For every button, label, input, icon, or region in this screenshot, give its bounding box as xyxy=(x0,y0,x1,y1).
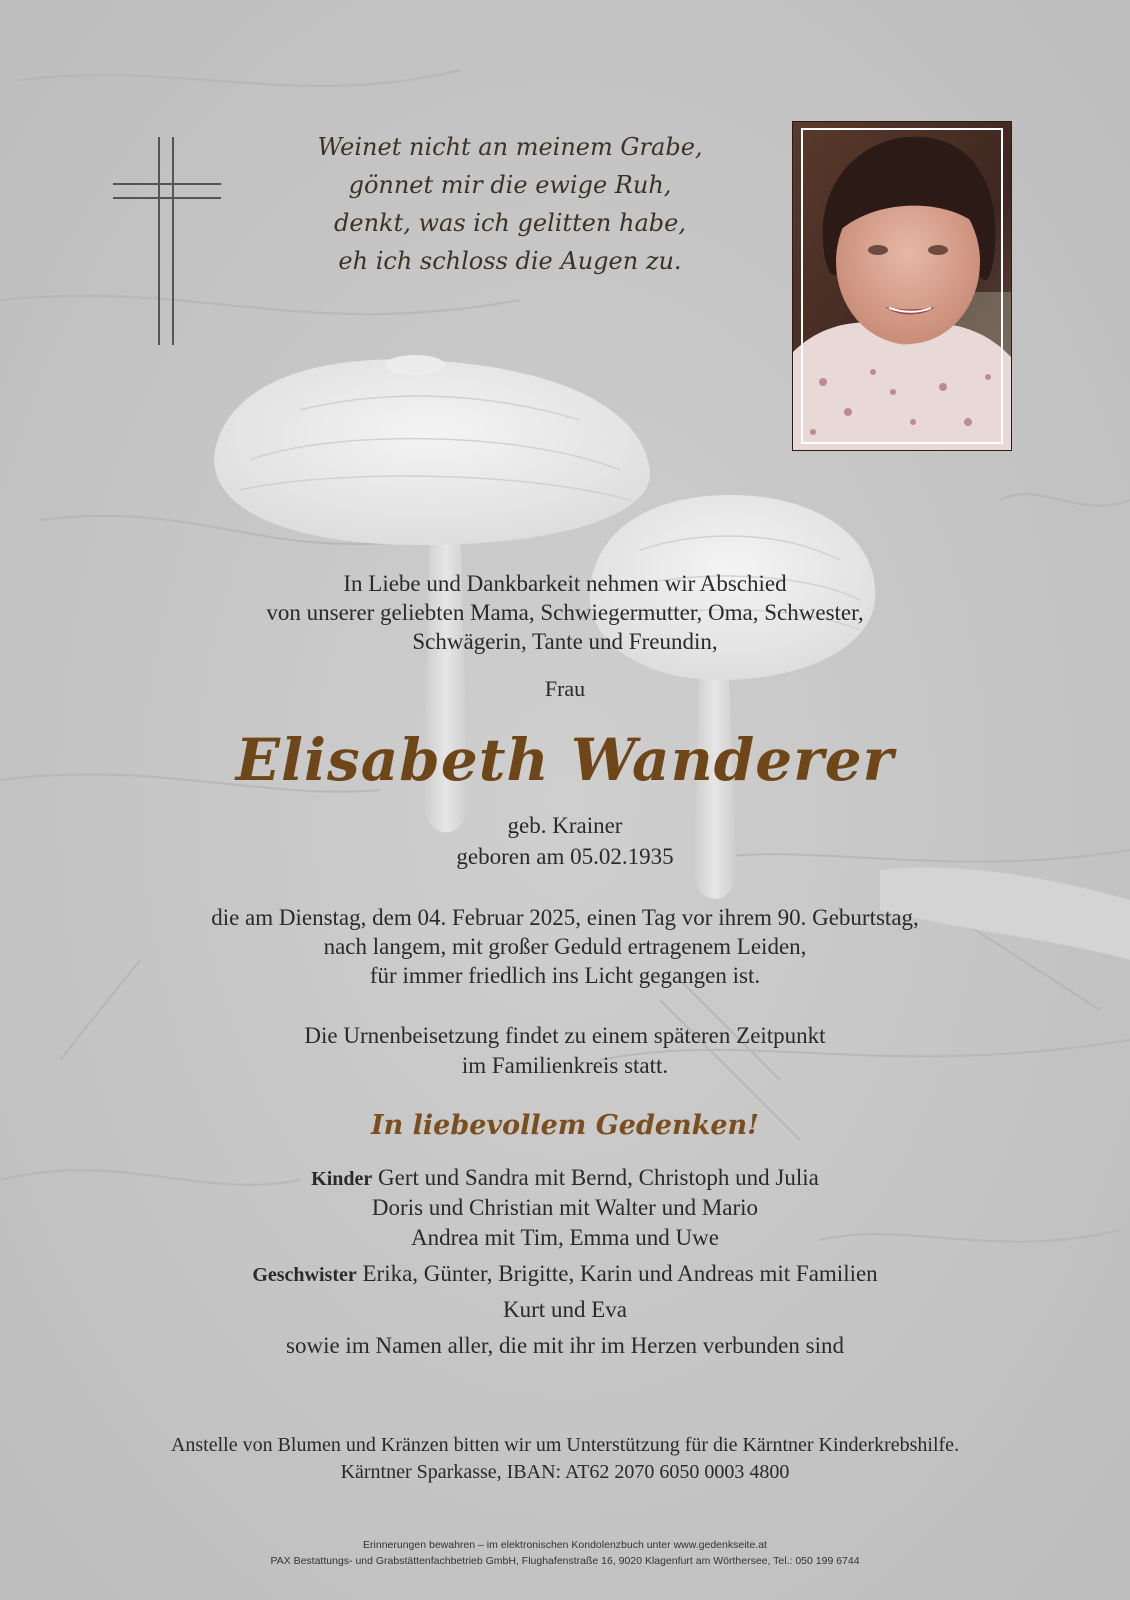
death-line: nach langem, mit großer Geduld ertragenem Leiden, xyxy=(323,934,807,959)
children-names: Gert und Sandra mit Bernd, Christoph und Julia xyxy=(378,1165,819,1190)
funeral-line: im Familienkreis statt. xyxy=(461,1053,669,1078)
children-line xyxy=(115,1163,1015,1193)
siblings-label: Geschwister xyxy=(252,1264,357,1286)
death-notice xyxy=(115,903,1015,990)
memorial-verse xyxy=(260,128,760,280)
verse-line: eh ich schloss die Augen zu. xyxy=(338,247,682,275)
verse-line: Weinet nicht an meinem Grabe, xyxy=(317,133,703,161)
bank-details: Kärntner Sparkasse, IBAN: AT62 2070 6050 0003 4800 xyxy=(340,1461,790,1483)
donation-request xyxy=(65,1432,1065,1486)
farewell-intro xyxy=(165,569,965,656)
footer-company-line: PAX Bestattungs- und Grabstättenfachbetrieb GmbH, Flughafenstraße 16, 9020 Klagenfurt am Wörthersee, Tel.: 050 199 6744 xyxy=(270,1555,860,1567)
verse-line: denkt, was ich gelitten habe, xyxy=(334,209,686,237)
deceased-name: Elisabeth Wanderer xyxy=(235,726,895,794)
children-label: Kinder xyxy=(311,1168,373,1190)
children-line: Andrea mit Tim, Emma und Uwe xyxy=(411,1225,719,1250)
verse-line: gönnet mir die ewige Ruh, xyxy=(348,171,672,199)
siblings-line xyxy=(115,1259,1015,1289)
siblings-names: Erika, Günter, Brigitte, Karin und Andreas mit Familien xyxy=(362,1261,878,1286)
children-line: Doris und Christian mit Walter und Mario xyxy=(371,1195,759,1220)
portrait-photo xyxy=(793,122,1011,450)
funeral-info xyxy=(165,1021,965,1081)
mourners-list xyxy=(115,1163,1015,1361)
intro-line: In Liebe und Dankbarkeit nehmen wir Abschied xyxy=(343,571,787,596)
siblings-line: Kurt und Eva xyxy=(503,1297,627,1322)
mourners-closing: sowie im Namen aller, die mit ihr im Herzen verbunden sind xyxy=(286,1333,844,1358)
birth-info xyxy=(365,810,765,872)
remembrance-heading: In liebevollem Gedenken! xyxy=(370,1110,760,1141)
birth-date: geboren am 05.02.1935 xyxy=(456,844,674,869)
death-line: die am Dienstag, dem 04. Februar 2025, einen Tag vor ihrem 90. Geburtstag, xyxy=(211,905,919,930)
salutation: Frau xyxy=(544,676,586,701)
intro-line: von unserer geliebten Mama, Schwiegermutter, Oma, Schwester, xyxy=(266,600,864,625)
death-line: für immer friedlich ins Licht gegangen ist. xyxy=(369,963,761,988)
cross-icon xyxy=(113,137,221,345)
footer xyxy=(115,1537,1015,1569)
maiden-name: geb. Krainer xyxy=(507,813,623,838)
footer-condolence-line: Erinnerungen bewahren – im elektronischen Kondolenzbuch unter www.gedenkseite.at xyxy=(363,1539,767,1551)
funeral-line: Die Urnenbeisetzung findet zu einem späteren Zeitpunkt xyxy=(304,1023,826,1048)
intro-line: Schwägerin, Tante und Freundin, xyxy=(412,629,718,654)
donation-line: Anstelle von Blumen und Kränzen bitten wir um Unterstützung für die Kärntner Kinderkrebshilfe. xyxy=(170,1434,960,1456)
